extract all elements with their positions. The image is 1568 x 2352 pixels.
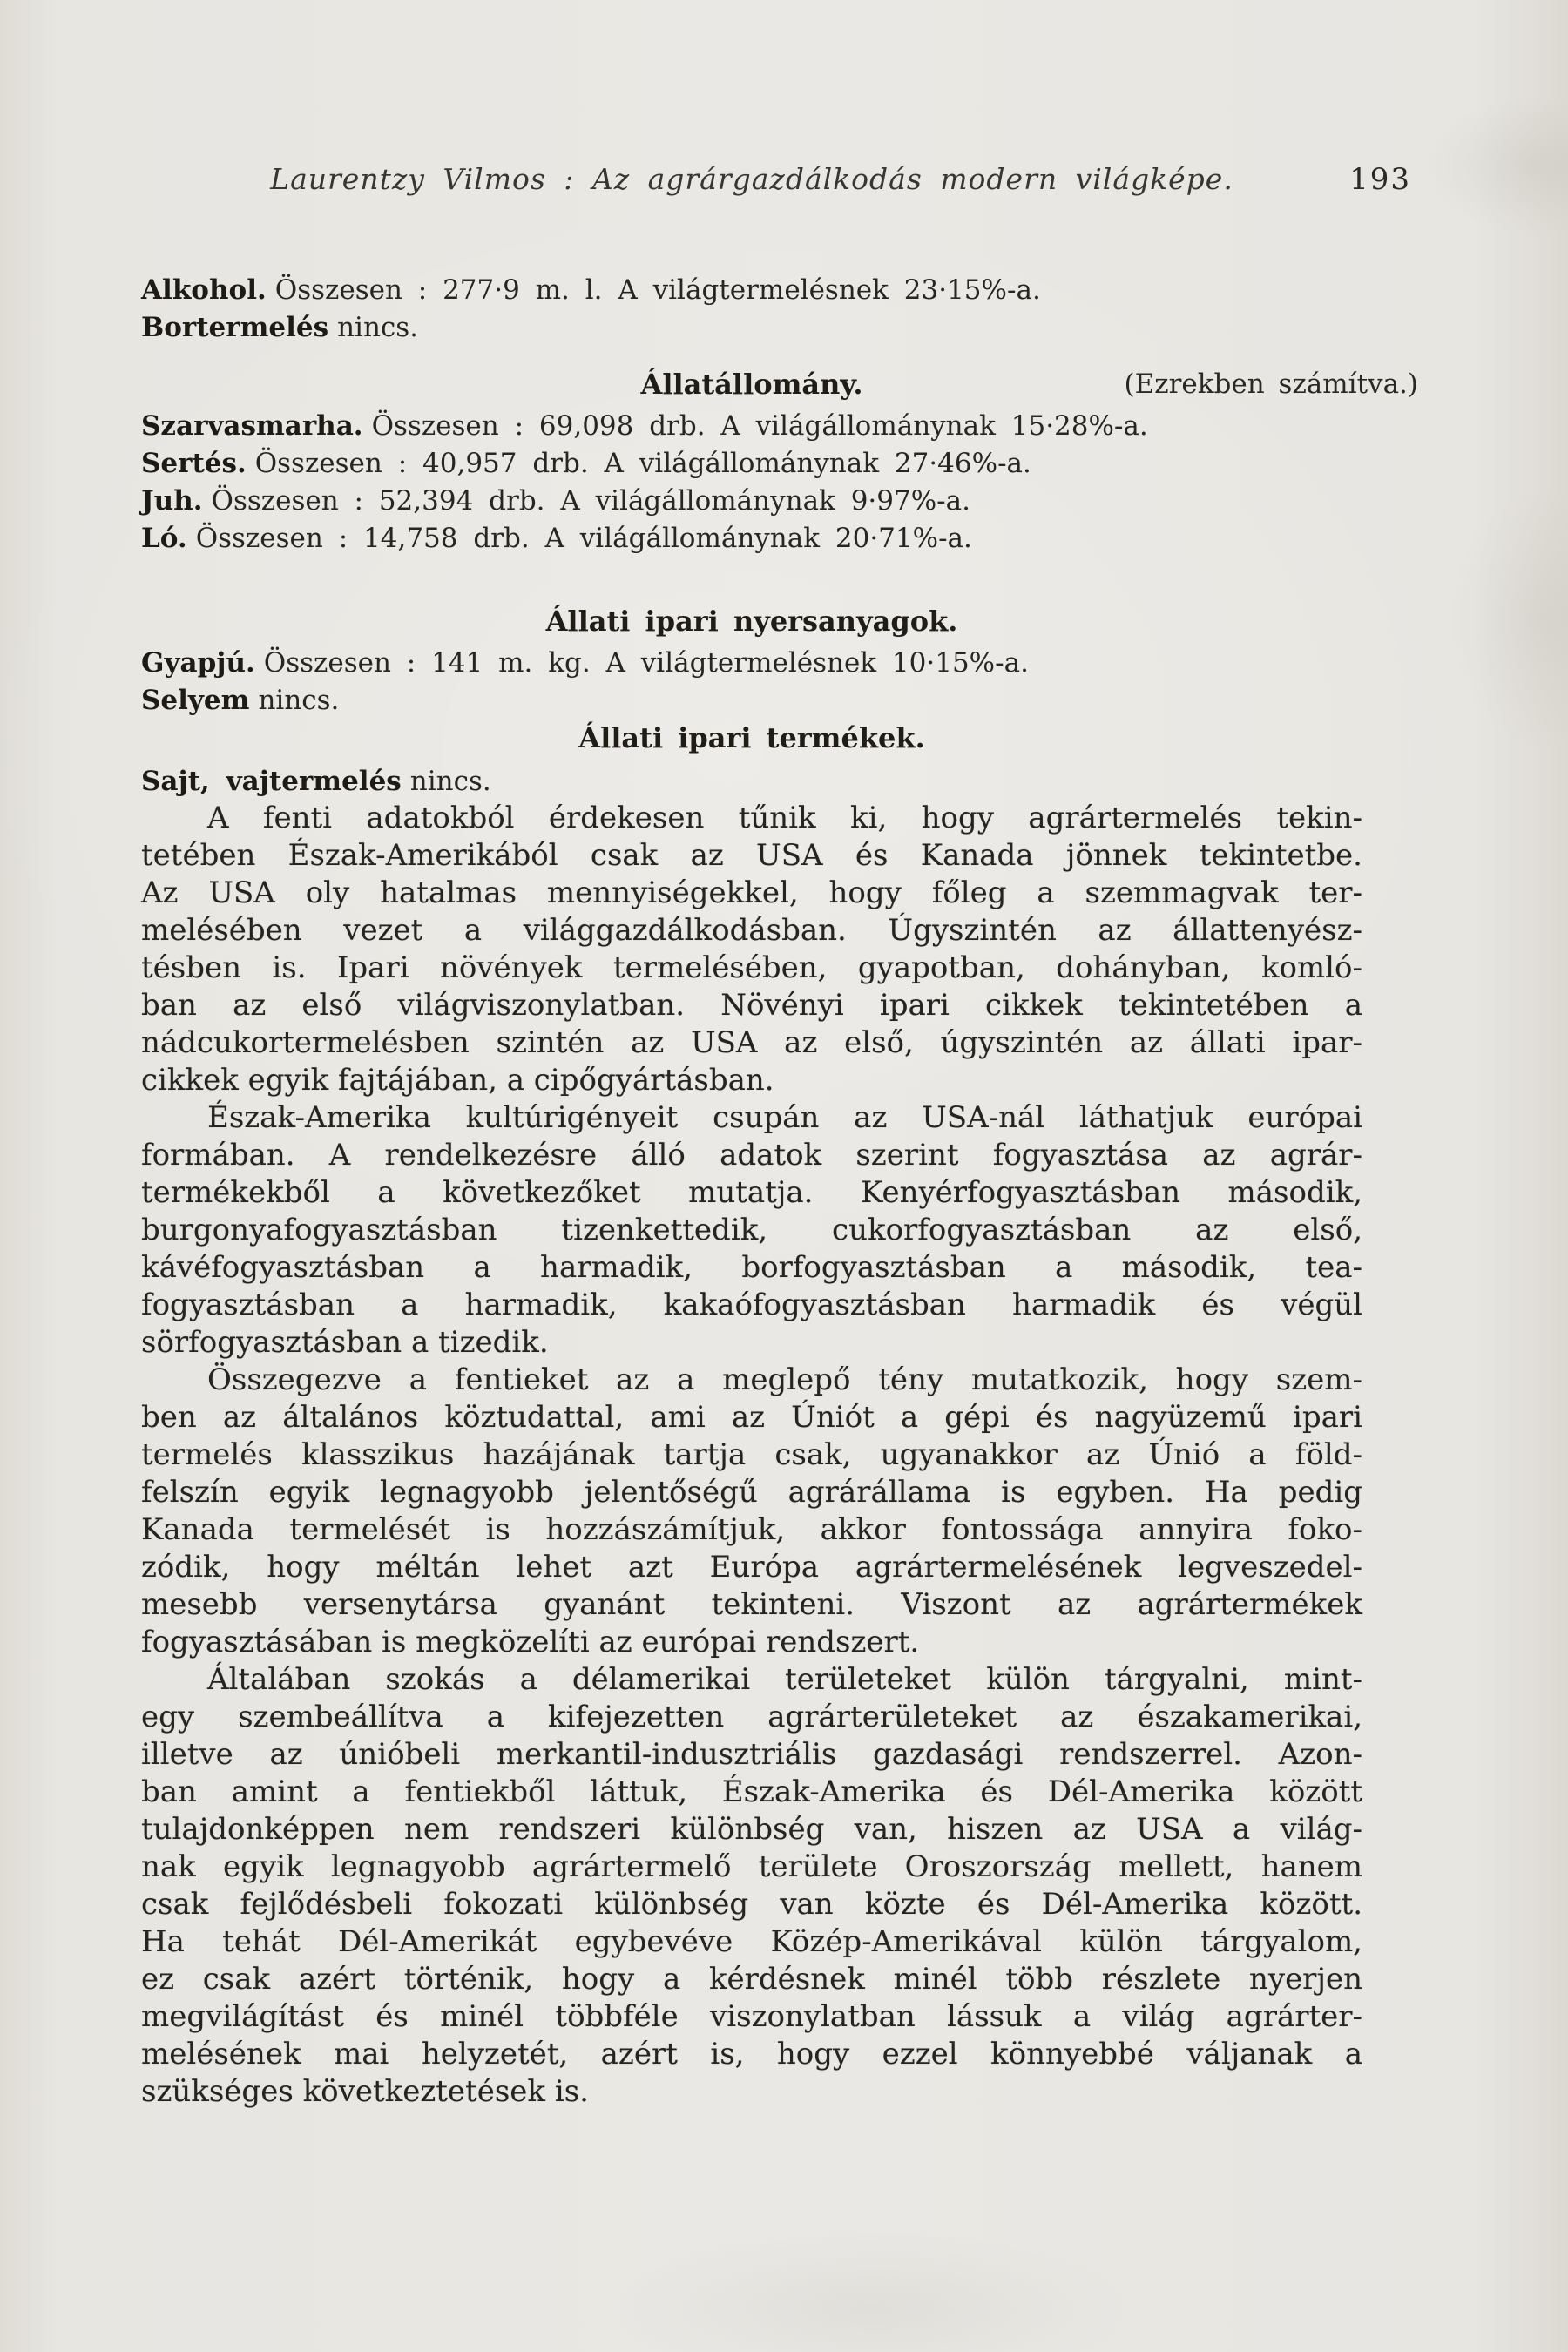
section-heading-raw-materials [141, 603, 1362, 640]
stat-line: Ló. Összesen : 14,758 drb. A világállománynak 20·71%-a. [141, 523, 972, 554]
stat-term: Alkohol. [141, 274, 267, 306]
text-line: sörfogyasztásban a tizedik. [141, 1325, 549, 1360]
text-line: tulajdonképpen nem rendszeri különbség van, hiszen az USA a világ- [141, 1812, 1362, 1847]
stat-line: Sajt, vajtermelés nincs. [141, 766, 491, 797]
paragraph [141, 800, 1362, 1099]
text-line: nak egyik legnagyobb agrártermelő területe Oroszország mellett, hanem [141, 1849, 1362, 1884]
paragraph [141, 1661, 1362, 2111]
text-line: formában. A rendelkezésre álló adatok szerint fogyasztása az agrár- [141, 1138, 1362, 1173]
text-line: cikkek egyik fajtájában, a cipőgyártásban. [141, 1063, 774, 1098]
heading-note-thousands: (Ezrekben számítva.) [1124, 368, 1418, 400]
livestock-stats [141, 408, 1362, 558]
text-line: megvilágítást és minél többféle viszonylatban lássuk a világ agrárter- [141, 1999, 1362, 2034]
scan-smudge [610, 2230, 1132, 2352]
text-line: tetében Észak-Amerikából csak az USA és Kanada jönnek tekintetbe. [141, 838, 1362, 873]
running-header [141, 162, 1411, 197]
stat-line: Szarvasmarha. Összesen : 69,098 drb. A világállománynak 15·28%-a. [141, 410, 1148, 442]
section-heading-livestock-label: Állatállomány. [640, 368, 863, 401]
text-line: illetve az únióbeli merkantil-indusztriális gazdasági rendszerrel. Azon- [141, 1737, 1362, 1772]
text-line: mesebb versenytársa gyanánt tekinteni. Viszont az agrártermékek [141, 1587, 1362, 1622]
text-line: fogyasztásban a harmadik, kakaófogyasztásban harmadik és végül [141, 1288, 1362, 1322]
text-line: termékekből a következőket mutatja. Kenyérfogyasztásban második, [141, 1175, 1362, 1210]
alcohol-wine-stats [141, 272, 1362, 347]
text-line: szükséges következtetések is. [141, 2074, 589, 2109]
scan-smudge [1420, 96, 1568, 235]
stat-line: Gyapjú. Összesen : 141 m. kg. A világtermelésnek 10·15%-a. [141, 647, 1029, 679]
text-line: A fenti adatokból érdekesen tűnik ki, hogy agrártermelés tekin- [207, 801, 1362, 835]
text-line: egy szembeállítva a kifejezetten agrárterületeket az északamerikai, [141, 1700, 1362, 1734]
text-line: ban az első világviszonylatban. Növényi ipari cikkek tekintetében a [141, 988, 1362, 1023]
scan-smudge [1446, 488, 1568, 749]
stat-term: Szarvasmarha. [141, 410, 363, 442]
stat-line: Alkohol. Összesen : 277·9 m. l. A világtermelésnek 23·15%-a. [141, 274, 1041, 306]
stat-line: Juh. Összesen : 52,394 drb. A világállománynak 9·97%-a. [141, 485, 970, 517]
text-line: Összegezve a fentieket az a meglepő tény mutatkozik, hogy szem- [207, 1362, 1362, 1397]
product-stats [141, 763, 1362, 801]
text-line: fogyasztásában is megközelíti az európai rendszert. [141, 1625, 920, 1659]
page-number: 193 [1349, 162, 1411, 197]
stat-term: Juh. [141, 485, 203, 517]
stat-term: Ló. [141, 523, 187, 554]
section-heading-products [141, 720, 1362, 757]
text-line: zódik, hogy méltán lehet azt Európa agrártermelésének legveszedel- [141, 1550, 1362, 1585]
paragraph [141, 1099, 1362, 1362]
running-header-title: Laurentzy Vilmos : Az agrárgazdálkodás modern világképe. [270, 162, 1233, 196]
raw-material-stats [141, 645, 1362, 720]
body-text [141, 800, 1362, 2111]
stat-term: Gyapjú. [141, 647, 255, 679]
text-line: nádcukortermelésben szintén az USA az első, úgyszintén az állati ipar- [141, 1025, 1362, 1060]
text-line: Általában szokás a délamerikai területeket külön tárgyalni, mint- [207, 1662, 1362, 1697]
text-line: ban amint a fentiekből láttuk, Észak-Amerika és Dél-Amerika között [141, 1774, 1362, 1809]
text-line: melésének mai helyzetét, azért is, hogy ezzel könnyebbé váljanak a [141, 2037, 1362, 2072]
text-line: ez csak azért történik, hogy a kérdésnek minél több részlete nyerjen [141, 1962, 1362, 1997]
text-line: Kanada termelését is hozzászámítjuk, akkor fontossága annyira foko- [141, 1512, 1362, 1547]
stat-term: Bortermelés [141, 312, 329, 343]
text-line: csak fejlődésbeli fokozati különbség van közte és Dél-Amerika között. [141, 1887, 1362, 1922]
text-line: Ha tehát Dél-Amerikát egybevéve Közép-Amerikával külön tárgyalom, [141, 1924, 1362, 1959]
stat-line: Sertés. Összesen : 40,957 drb. A világállománynak 27·46%-a. [141, 448, 1031, 479]
paragraph [141, 1362, 1362, 1661]
text-line: Észak-Amerika kultúrigényeit csupán az USA-nál láthatjuk európai [207, 1100, 1362, 1135]
section-heading-livestock [141, 366, 1418, 403]
text-line: tésben is. Ipari növények termelésében, gyapotban, dohányban, komló- [141, 950, 1362, 985]
text-line: burgonyafogyasztásban tizenkettedik, cukorfogyasztásban az első, [141, 1213, 1362, 1247]
section-heading-raw-materials-label: Állati ipari nyersanyagok. [545, 605, 958, 638]
text-line: ben az általános köztudattal, ami az Úniót a gépi és nagyüzemű ipari [141, 1400, 1362, 1435]
stat-term: Sajt, vajtermelés [141, 766, 402, 797]
stat-line: Bortermelés nincs. [141, 312, 419, 343]
stat-line: Selyem nincs. [141, 685, 340, 716]
text-line: Az USA oly hatalmas mennyiségekkel, hogy főleg a szemmagvak ter- [141, 875, 1362, 910]
text-line: termelés klasszikus hazájának tartja csak, ugyanakkor az Únió a föld- [141, 1437, 1362, 1472]
text-line: kávéfogyasztásban a harmadik, borfogyasztásban a második, tea- [141, 1250, 1362, 1285]
section-heading-products-label: Állati ipari termékek. [578, 721, 925, 754]
text-line: felszín egyik legnagyobb jelentőségű agrárállama is egyben. Ha pedig [141, 1475, 1362, 1510]
stat-term: Sertés. [141, 448, 247, 479]
text-line: melésében vezet a világgazdálkodásban. Úgyszintén az állattenyész- [141, 913, 1362, 948]
stat-term: Selyem [141, 685, 250, 716]
